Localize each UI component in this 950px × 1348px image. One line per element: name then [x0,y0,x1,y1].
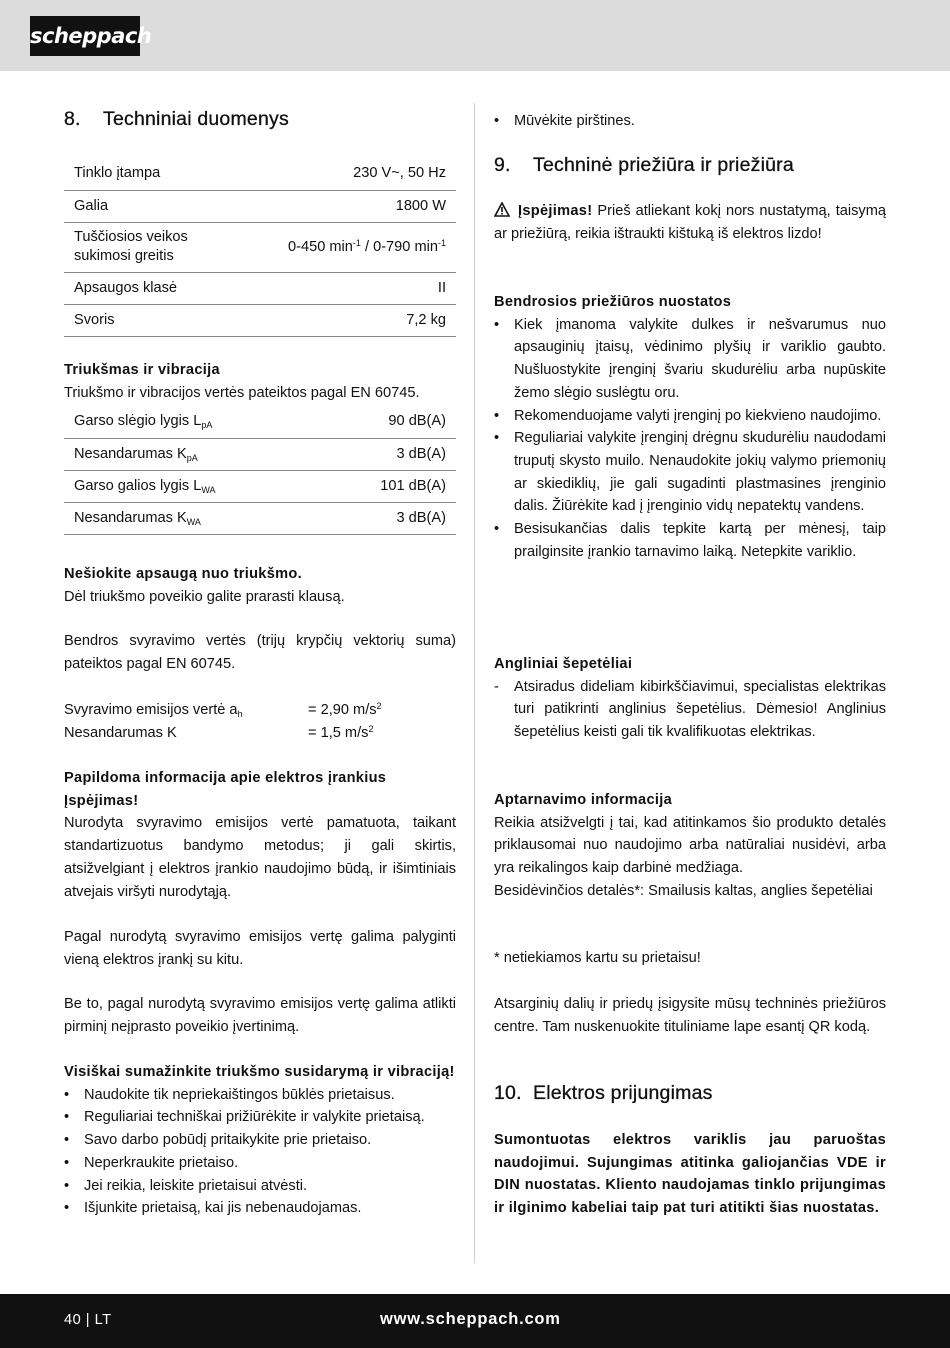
section-9-heading: 9. Techninė priežiūra ir priežiūra [494,154,794,176]
spec-row: Apsaugos klasė II [64,272,456,304]
extra-paragraph-3: Be to, pagal nurodytą svyravimo emisijos vertę galima atlikti pirminį neįprasto poveikio įvertinimą. [64,996,456,1035]
top-list [494,110,886,133]
noise-block: Triukšmas ir vibracija Triukšmo ir vibracijos vertės pateiktos pagal EN 60745. [64,362,420,401]
spec-row: Tinklo įtampa 230 V~, 50 Hz [64,158,456,190]
hearing-protection: Nešiokite apsaugą nuo triukšmo. Dėl triukšmo poveikio galite prarasti klausą. [64,566,345,605]
reduce-list [64,1084,456,1220]
reduce-block: Visiškai sumažinkite triukšmo susidarymą ir vibraciją! • Naudokite tik nepriekaištingos būklės prietaisus. • Reguliariai techniškai prižiūrėkite ir valykite prietaisą. • Savo darbo pobūdį pritaikykite prie prietaiso. • Neperkraukite prietaiso. • Jei reikia, leiskite prietaisui atvėsti. • Išjunkite prietaisą, kai jis nebenaudojamas. [64,1061,456,1220]
extra-paragraph-2: Pagal nurodytą svyravimo emisijos vertę galima palyginti vieną elektros įrankį su kitu. [64,929,456,968]
list-item: • Mūvėkite pirštines. [494,110,886,133]
list-item: - Atsiradus dideliam kibirkščiavimui, specialistas elektrikas turi patikrinti anglinius šepetėlius. Dėmesio! Anglinius šepetėlius keisti gali tik kvalifikuotas elektrikas. [494,676,886,744]
general-list [494,314,886,564]
list-item: • Reguliariai techniškai prižiūrėkite ir valykite prietaisą. [64,1106,456,1129]
list-item: • Reguliariai valykite įrenginį drėgnu skudurėliu naudodami truputį skysto muilo. Nenaudokite jokių valymo priemonių ar skiediklių, jie gali sugadinti plastmasines įrenginio dalis. Žiūrėkite kad į įrenginio vidų nepatektų vandens. [494,427,886,518]
vibration-values [64,699,456,744]
page-number: 40 | LT [64,1312,112,1328]
website-link[interactable]: www.scheppach.com [380,1310,561,1328]
column-divider [474,103,475,1263]
page-footer [0,1294,950,1348]
noise-table [64,406,456,535]
spare-parts-text: Atsarginių dalių ir priedų įsigysite mūsų techninės priežiūros centre. Tam nuskenuokite tituliniame lape esantį QR kodą. [494,996,886,1035]
section-10-heading: 10. Elektros prijungimas [494,1082,713,1104]
maintenance-warning: Įspėjimas! Prieš atliekant kokį nors nustatymą, taisymą ar priežiūrą, reikia ištraukti kištuką iš elektros lizdo! [494,203,886,242]
electrical-connection-text: Sumontuotas elektros variklis jau paruoštas naudojimui. Sujungimas atitinka galiojančias VDE ir DIN nuostatas. Kliento naudojamas tinklo prijungimas ir ilginimo kabeliai taip pat turi atitikti šias nuostatas. [494,1132,886,1217]
spec-row: Svoris 7,2 kg [64,304,456,336]
list-item: • Rekomenduojame valyti įrenginį po kiekvieno naudojimo. [494,405,886,428]
service-note: * netiekiamos kartu su prietaisu! [494,950,701,966]
service-info: Aptarnavimo informacija Reikia atsižvelgti į tai, kad atitinkamos šio produkto detalės priklausomai nuo naudojimo arba natūraliai nusidėvi, arba yra reikalingos kaip darbinė medžiaga. Besidėvinčios detalės*: Smailusis kaltas, anglies šepetėliai [494,792,886,899]
tech-spec-table [64,158,456,337]
brush-list [494,676,886,744]
section-8-heading: 8. Techniniai duomenys [64,108,289,130]
spec-row: Tuščiosios veikos sukimosi greitis 0-450 $\min^{-1} / 0-790$ $\min^{-1}$ [64,222,456,272]
noise-row: Garso slėgio lygis $L_{pA}$ 90 dB(A) [64,406,456,438]
list-item: • Besisukančias dalis tepkite kartą per mėnesį, taip prailginsite įrankio tarnavimo laiką. Netepkite variklio. [494,518,886,563]
noise-row: Garso galios lygis $L_{WA}$ 101 dB(A) [64,470,456,502]
list-item: • Jei reikia, leiskite prietaisui atvėsti. [64,1175,456,1198]
noise-row: Nesandarumas $K_{WA}$ 3 dB(A) [64,502,456,534]
list-item: • Naudokite tik nepriekaištingos būklės prietaisus. [64,1084,456,1107]
list-item: • Kiek įmanoma valykite dulkes ir nešvarumus nuo apsauginių įtaisų, vėdinimo plyšių ir variklio gaubto. Nušluostykite įrenginį švariu skudurėliu arba nupūskite žemo slėgio suslėgtu oru. [494,314,886,405]
list-item: • Neperkraukite prietaiso. [64,1152,456,1175]
page-header [0,0,950,71]
vibration-row: Nesandarumas K = 1,5 $m/s^2$ [64,723,374,741]
extra-info-block: Papildoma informacija apie elektros įrankius Įspėjimas! Nurodyta svyravimo emisijos vertė pamatuota, taikant standartizuotus bandymo metodus; ji gali skirtis, atsižvelgiant į elektros įrankio naudojimo būdą, ir išimtiniais atvejais viršyti nurodytąją. [64,770,456,900]
warning-triangle-icon [494,202,510,217]
noise-row: Nesandarumas $K_{pA}$ 3 dB(A) [64,438,456,470]
vibration-row: Svyravimo emisijos vertė $a_h = 2,90$ $m/s^2$ [64,701,382,719]
spec-row: Galia 1800 W [64,190,456,222]
general-maintenance: Bendrosios priežiūros nuostatos • Kiek įmanoma valykite dulkes ir nešvarumus nuo apsauginių įtaisų, vėdinimo plyšių ir variklio gaubto. Nušluostykite įrenginį švariu skudurėliu arba nupūskite žemo slėgio suslėgtu oru. • Rekomenduojame valyti įrenginį po kiekvieno naudojimo. • Reguliariai valykite įrenginį drėgnu skudurėliu naudodami truputį skysto muilo. Nenaudokite jokių valymo priemonių ar skiediklių, jie gali sugadinti plastmasines įrenginio dalis. Žiūrėkite kad į įrenginio vidų nepatektų vandens. • Besisukančias dalis tepkite kartą per mėnesį, taip prailginsite įrankio tarnavimo laiką. Netepkite variklio. [494,291,886,563]
vibration-intro: Bendros svyravimo vertės (trijų krypčių vektorių suma) pateiktos pagal EN 60745. [64,633,456,672]
brand-logo: scheppach [30,16,140,56]
list-item: • Savo darbo pobūdį pritaikykite prie prietaiso. [64,1129,456,1152]
carbon-brushes: Angliniai šepetėliai - Atsiradus dideliam kibirkščiavimui, specialistas elektrikas turi patikrinti anglinius šepetėlius. Dėmesio! Anglinius šepetėlius keisti gali tik kvalifikuotas elektrikas. [494,653,886,744]
list-item: • Išjunkite prietaisą, kai jis nebenaudojamas. [64,1197,456,1220]
